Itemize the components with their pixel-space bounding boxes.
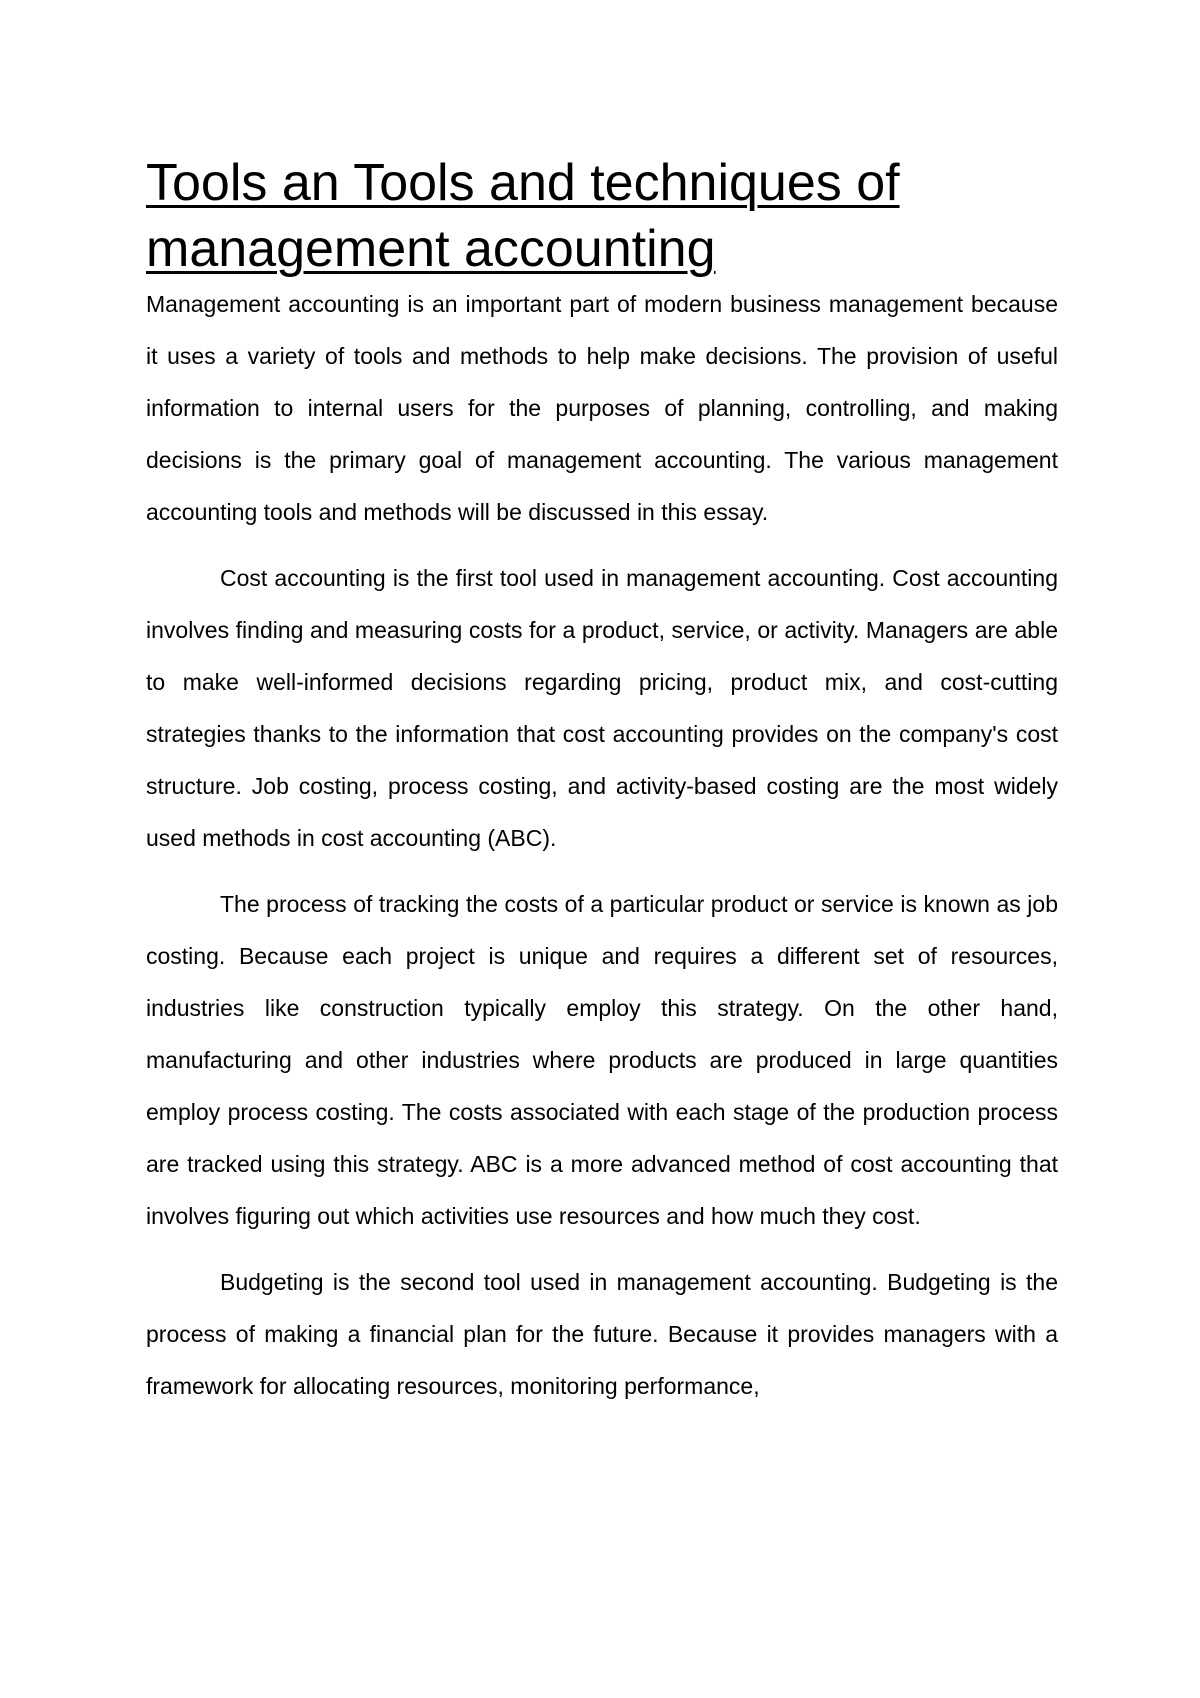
document-title: Tools an Tools and techniques of management accounting — [146, 154, 900, 278]
paragraph-job-costing: The process of tracking the costs of a particular product or service is known as job costing. Because each project is unique and requires a different set of resources, industries like construction typically employ this strategy. On the other hand, manufacturing and other industries where products are produced in large quantities employ process costing. The costs associated with each stage of the production process are tracked using this strategy. ABC is a more advanced method of cost accounting that involves figuring out which activities use resources and how much they cost. — [146, 891, 1058, 1229]
paragraph-cost-accounting: Cost accounting is the first tool used in management accounting. Cost accounting involves finding and measuring costs for a product, service, or activity. Managers are able to make well-informed decisions regarding pricing, product mix, and cost-cutting strategies thanks to the information that cost accounting provides on the company's cost structure. Job costing, process costing, and activity-based costing are the most widely used methods in cost accounting (ABC). — [146, 565, 1058, 851]
document-page — [146, 150, 1058, 1412]
paragraph-intro: Management accounting is an important part of modern business management because it uses a variety of tools and methods to help make decisions. The provision of useful information to internal users for the purposes of planning, controlling, and making decisions is the primary goal of management accounting. The various management accounting tools and methods will be discussed in this essay. — [146, 291, 1058, 525]
paragraph-budgeting: Budgeting is the second tool used in management accounting. Budgeting is the process of making a financial plan for the future. Because it provides managers with a framework for allocating resources, monitoring performance, — [146, 1269, 1058, 1399]
